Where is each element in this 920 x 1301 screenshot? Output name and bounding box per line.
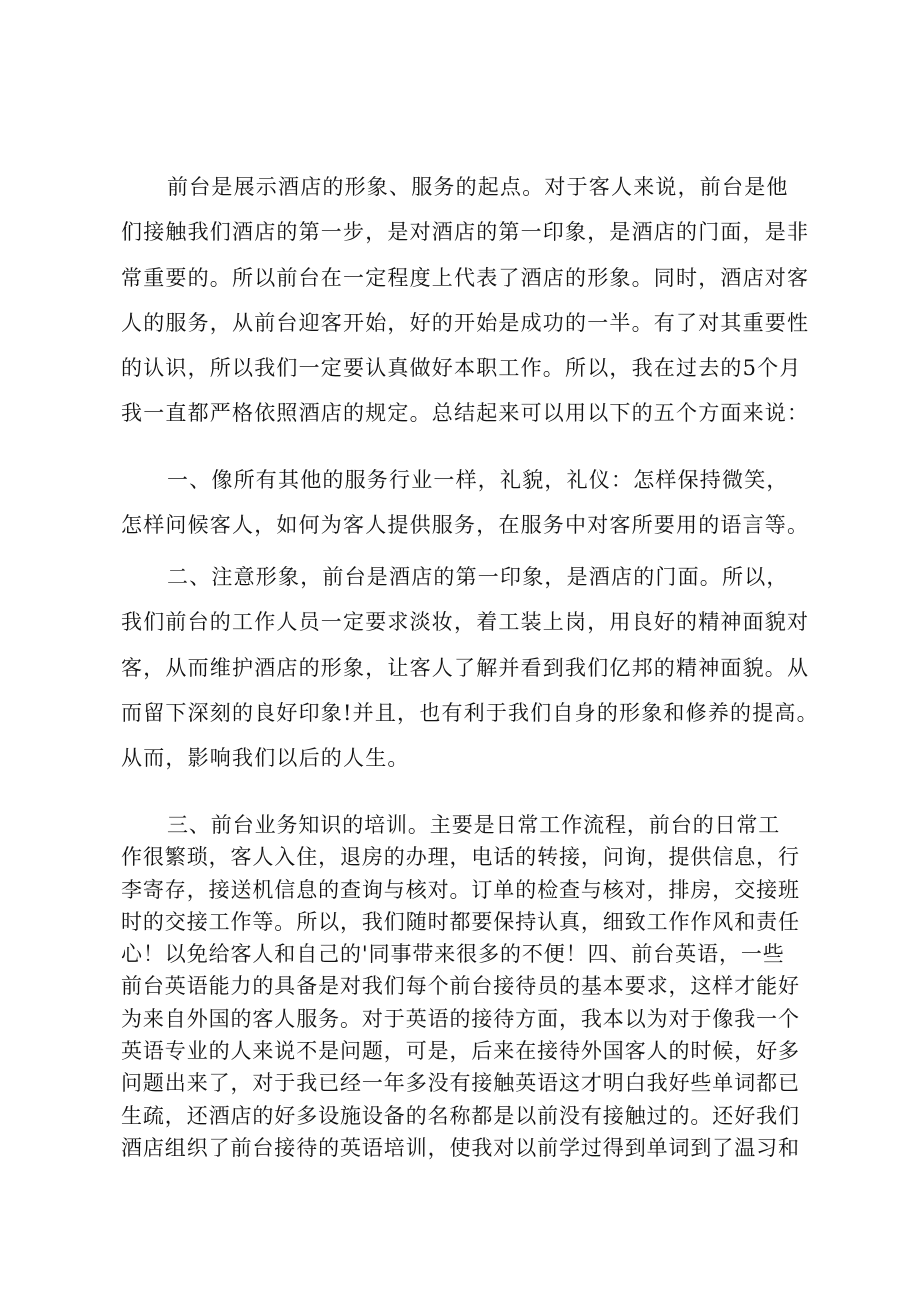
text-line: 时的交接工作等。所以，我们随时都要保持认真，细致工作作风和责任 — [121, 909, 800, 934]
text-line: 酒店组织了前台接待的英语培训，使我对以前学过得到单词到了温习和 — [121, 1135, 800, 1160]
text-line: 我们前台的工作人员一定要求淡妆，着工装上岗，用良好的精神面貌对 — [121, 610, 810, 635]
text-line: 我一直都严格依照酒店的规定。总结起来可以用以下的五个方面来说： — [121, 401, 810, 426]
text-line: 三、前台业务知识的培训。主要是日常工作流程，前台的日常工 — [167, 813, 781, 837]
text-line: 为来自外国的客人服务。对于英语的接待方面，我本以为对于像我一个 — [121, 1006, 800, 1031]
text-line: 一、像所有其他的服务行业一样，礼貌，礼仪：怎样保持微笑， — [167, 468, 789, 492]
text-line: 从而，影响我们以后的人生。 — [121, 746, 410, 771]
text-line: 问题出来了，对于我已经一年多没有接触英语这才明白我好些单词都已 — [121, 1071, 800, 1096]
text-line: 怎样问候客人，如何为客人提供服务，在服务中对客所要用的语言等。 — [121, 513, 810, 538]
text-line: 作很繁琐，客人入住，退房的办理，电话的转接，问询，提供信息，行 — [121, 845, 800, 870]
text-line: 人的服务，从前台迎客开始，好的开始是成功的一半。有了对其重要性 — [121, 310, 810, 335]
text-line: 常重要的。所以前台在一定程度上代表了酒店的形象。同时，酒店对客 — [121, 265, 810, 290]
text-line: 二、注意形象，前台是酒店的第一印象，是酒店的门面。所以， — [167, 565, 789, 589]
text-line: 心！以免给客人和自己的'同事带来很多的不便！四、前台英语，一些 — [121, 942, 785, 967]
text-line: 客，从而维护酒店的形象，让客人了解并看到我们亿邦的精神面貌。从 — [121, 655, 810, 680]
text-line: 们接触我们酒店的第一步，是对酒店的第一印象，是酒店的门面，是非 — [121, 220, 810, 245]
text-line: 生疏，还酒店的好多设施设备的名称都是以前没有接触过的。还好我们 — [121, 1103, 800, 1128]
text-line: 而留下深刻的良好印象!并且，也有利于我们自身的形象和修养的提高。 — [121, 700, 819, 725]
paragraph-training-english — [121, 809, 821, 1164]
paragraph-etiquette — [121, 458, 821, 549]
text-line: 前台英语能力的具备是对我们每个前台接待员的基本要求，这样才能好 — [121, 974, 800, 999]
paragraph-front-desk-role — [121, 165, 821, 437]
paragraph-image — [121, 555, 821, 781]
text-line: 前台是展示酒店的形象、服务的起点。对于客人来说，前台是他 — [167, 175, 789, 199]
text-line: 的认识，所以我们一定要认真做好本职工作。所以，我在过去的5个月 — [121, 356, 802, 381]
text-line: 李寄存，接送机信息的查询与核对。订单的检查与核对，排房，交接班 — [121, 877, 800, 902]
text-line: 英语专业的人来说不是问题，可是，后来在接待外国客人的时候，好多 — [121, 1039, 800, 1064]
